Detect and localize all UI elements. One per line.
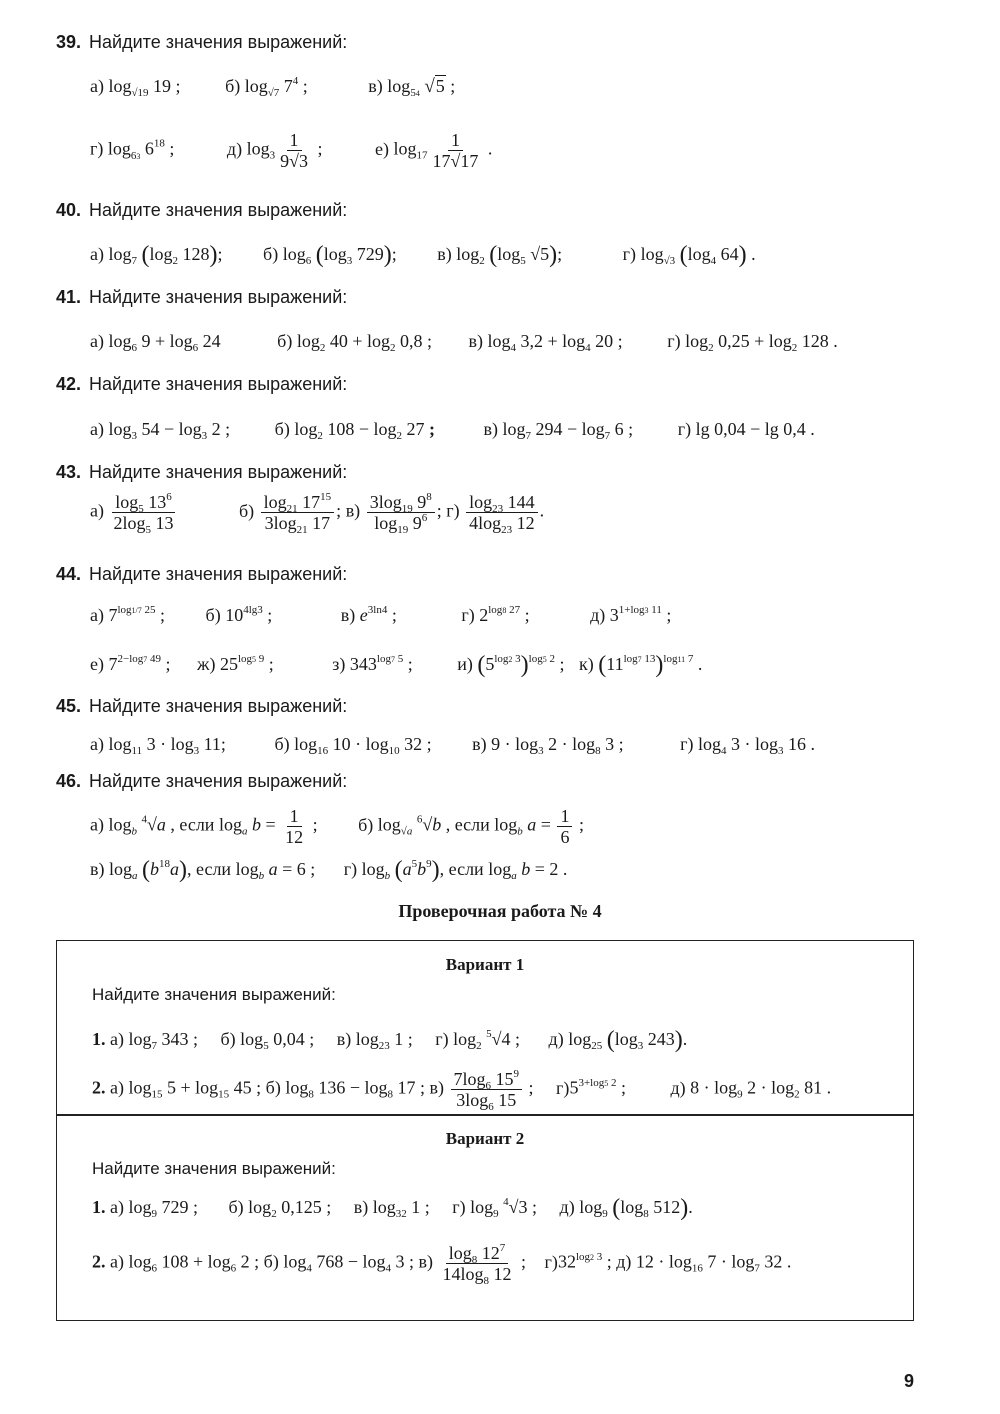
variant-2-instruction: Найдите значения выражений:	[92, 1159, 336, 1178]
problem-number: 44.	[56, 564, 82, 584]
problem-39-row-1: а) $\log_{√19} 19$ ; б) $\log_{√7} 7^4$ ; в) $\log_{54} √5$ ;	[90, 75, 456, 99]
variant-1-title: Вариант 1	[445, 955, 525, 974]
problem-40	[56, 200, 347, 221]
problem-instruction: Найдите значения выражений:	[89, 287, 348, 307]
variant-1-task-2: 2. а) $\log_{15} 5 + \log_{15} 45$ ; б) $\log_8 136 - \log_8 17$ ; в) $\frac{7\log_6 15^9}{3\log_6 15}$ ; $г)5^{3+log5 2}$ ; д) $8 \cdot \log_9 2 \cdot \log_2 81$ .	[92, 1068, 832, 1113]
problem-instruction: Найдите значения выражений:	[89, 771, 348, 791]
problem-number: 42.	[56, 374, 82, 394]
variant-1-box	[56, 940, 914, 1116]
problem-39-row-2: г) $\log_{63} 6^{18}$ ; д) $\log_3$ $\frac{1}{9√3}$ ; е) $\log_{17}$ $\frac{1}{17√17}$ .	[90, 130, 493, 171]
problem-41	[56, 287, 347, 308]
problem-number: 41.	[56, 287, 82, 307]
problem-number: 45.	[56, 696, 82, 716]
problem-number: 40.	[56, 200, 82, 220]
problem-number: 39.	[56, 32, 82, 52]
variant-1-task-1: 1. а) $\log_7 343$ ; б) $\log_5 0,04$ ; в) $\log_{23} 1$ ; г) $\log_2 ^5√4$ ; д) $\log_{25} (\log_3$ 243).	[92, 1027, 688, 1053]
problem-42	[56, 374, 347, 395]
problem-39	[56, 32, 347, 53]
problem-40-row: а) $\log_7 (\log_2$ 128); б) $\log_6 (\log_3$ 729); в) $\log_2 (\log_5$ √5); г) $\log_{√3} (\log_4$ 64) .	[90, 242, 756, 268]
problem-instruction: Найдите значения выражений:	[89, 564, 348, 584]
problem-instruction: Найдите значения выражений:	[89, 32, 348, 52]
variant-2-task-1: 1. а) $\log_9 729$ ; б) $\log_2 0,125$ ; в) $\log_{32} 1$ ; г) $\log_9 ^4√3$ ; д) $\log_9 (\log_8$ 512).	[92, 1195, 693, 1221]
problem-instruction: Найдите значения выражений:	[89, 462, 348, 482]
problem-instruction: Найдите значения выражений:	[89, 374, 348, 394]
problem-45	[56, 696, 347, 717]
page-number: 9	[903, 1371, 914, 1391]
variant-2-task-2: 2. а) $\log_6 108 + \log_6 2$ ; б) $\log_4 768 - \log_4 3$ ; в) $\frac{\log_8 12^7}{14\log_8 12}$ ; $г)32^{log2 3}$ ; д) $12 \cdot \log_{16} 7 \cdot \log_7 32$ .	[92, 1242, 792, 1287]
problem-44-row-2: е) $7^{2-log7 49}$ ; ж) $25^{log5 9}$ ; з) $343^{log7 5}$ ; и) $(5^{log2 3})^{log5 2}$ ; к) $(11^{log7 13})^{log11 7}$ .	[90, 652, 703, 678]
problem-42-row: а) $\log_3 54 - \log_3 2$ ; б) $\log_2 108 - \log_2 27$ ; в) $\log_7 294 - \log_7 6$ ; г) lg 0,04 − lg 0,4 .	[90, 419, 815, 442]
problem-number: 46.	[56, 771, 82, 791]
problem-46	[56, 771, 347, 792]
problem-46-row-1: а) $\log_b ^4√a$ , если $\log_a b$ = $\frac{1}{12}$ ; б) $\log_{√a} ^6√b$ , если $\log_b a$ = $\frac{1}{6}$ ;	[90, 806, 584, 847]
variant-2-box	[56, 1114, 914, 1321]
problem-43-row: а) $\frac{\log_5 13^6}{2\log_5 13}$ б) $\frac{\log_{21} 17^{15}}{3\log_{21} 17}$ ; в) $\frac{3\log_{19} 9^8}{\log_{19} 9^6}$ ; г) $\frac{\log_{23} 144}{4\log_{23} 12}$ .	[90, 491, 545, 536]
problem-43	[56, 462, 347, 483]
variant-1-instruction: Найдите значения выражений:	[92, 985, 336, 1004]
problem-44	[56, 564, 347, 585]
problem-46-row-2: в) $\log_a (b^{18}a)$, если $\log_b a = 6$ ; г) $\log_b (a^5b^9)$, если $\log_a b = 2$ .	[90, 857, 568, 883]
variant-2-title: Вариант 2	[445, 1129, 525, 1148]
problem-instruction: Найдите значения выражений:	[89, 696, 348, 716]
problem-number: 43.	[56, 462, 82, 482]
problem-44-row-1: а) $7^{log1/7 25}$ ; б) $10^{4lg3}$ ; в) $e^{3ln4}$ ; г) $2^{log8 27}$ ; д) $3^{1+log3 11}$ ;	[90, 604, 672, 625]
problem-41-row: а) $\log_6 9 + \log_6 24$ б) $\log_2 40 + \log_2 0,8$ ; в) $\log_4 3,2 + \log_4 20$ ; г) $\log_2 0,25 + \log_2 128$ .	[90, 331, 838, 354]
problem-instruction: Найдите значения выражений:	[89, 200, 348, 220]
test-title: Проверочная работа № 4	[398, 901, 602, 921]
problem-45-row: а) $\log_{11} 3 \cdot \log_3 11$; б) $\log_{16} 10 \cdot \log_{10} 32$ ; в) $9 \cdot \log_3 2 \cdot \log_8 3$ ; г) $\log_4 3 \cdot \log_3 16$ .	[90, 734, 816, 757]
